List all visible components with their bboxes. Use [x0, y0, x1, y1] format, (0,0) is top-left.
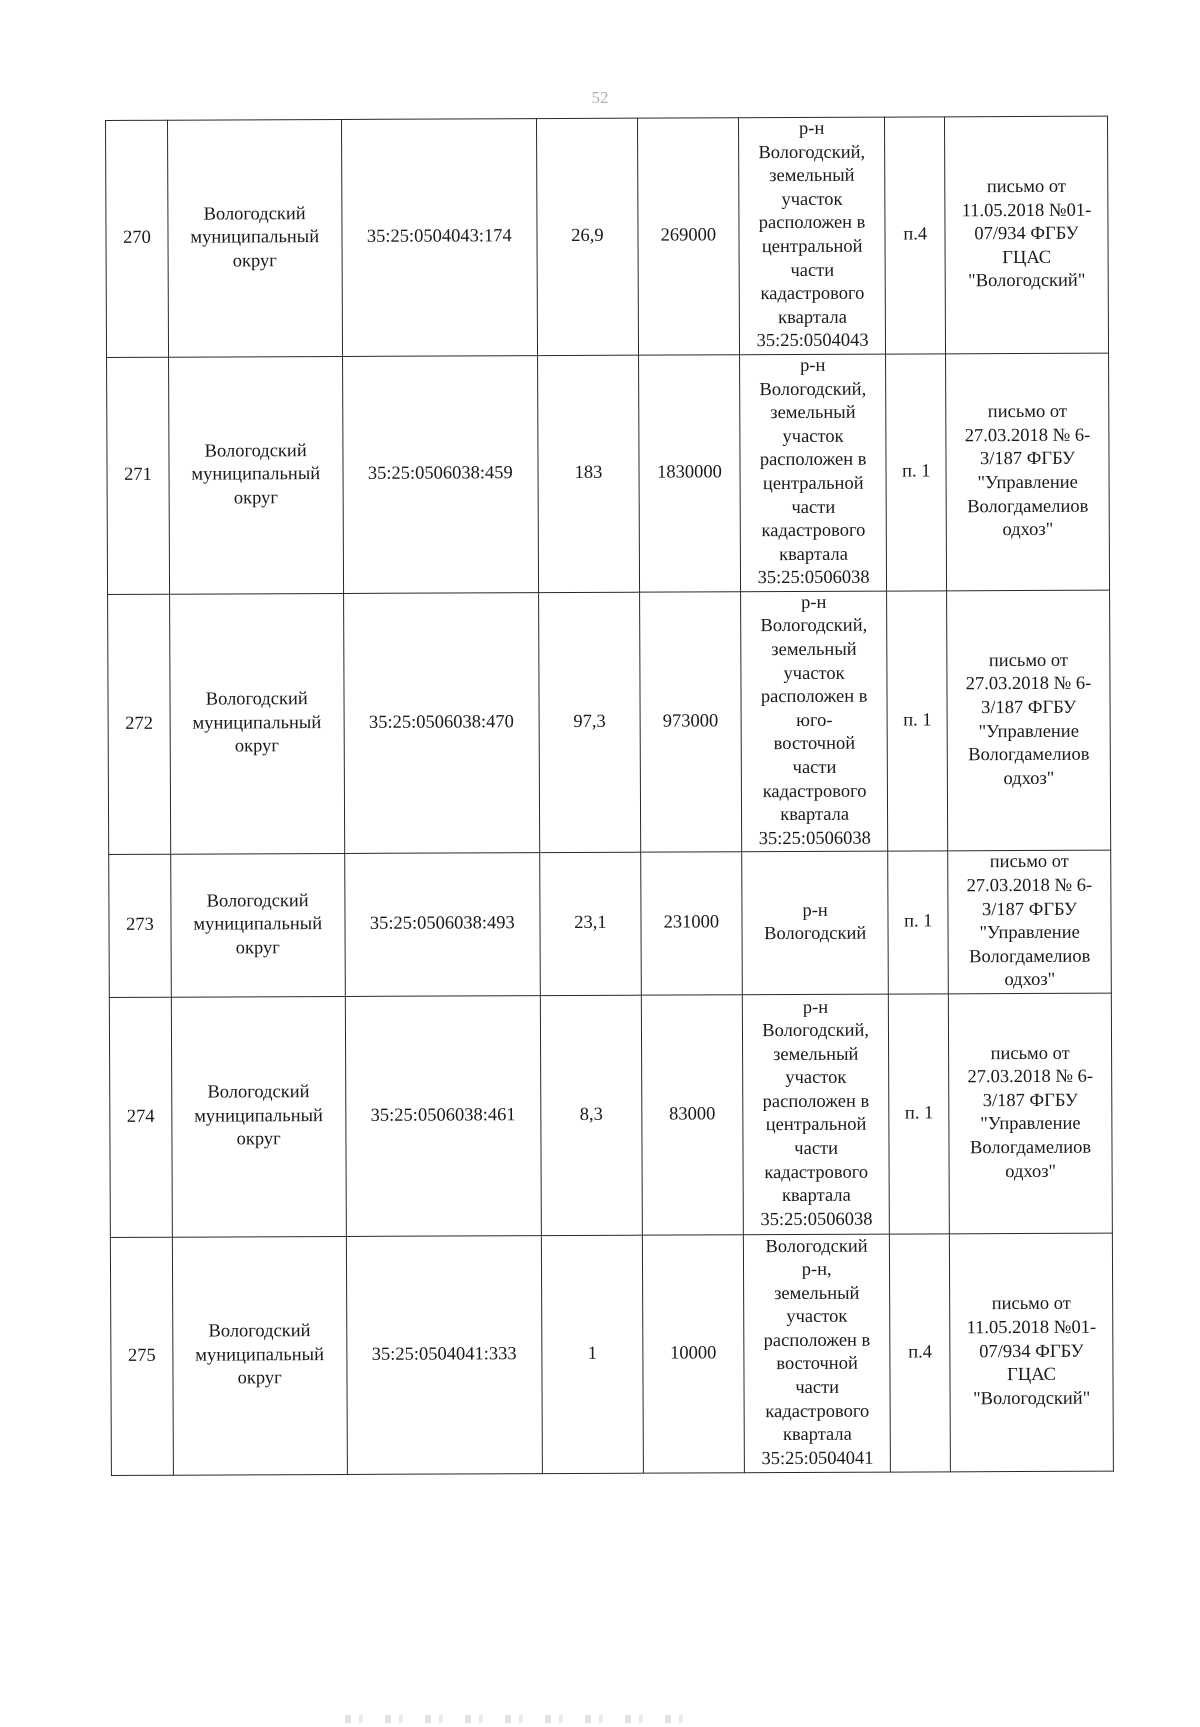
basis-cell: письмо от 11.05.2018 №01- 07/934 ФГБУ ГЦАС "Вологодский"	[949, 1233, 1113, 1472]
row-number: 274	[109, 997, 172, 1237]
table-row	[109, 993, 1112, 1237]
municipality-cell: Вологодский муниципальный округ	[172, 1236, 347, 1475]
cadastral-number-cell: 35:25:0506038:459	[342, 356, 538, 594]
area-cell: 23,1	[540, 853, 642, 996]
location-cell: р-н Вологодский, земельный участок расположен в юго- восточной части кадастрового квартала 35:25:0506038	[740, 591, 888, 852]
value-cell: 269000	[637, 118, 739, 355]
municipality-cell: Вологодский муниципальный округ	[168, 356, 343, 594]
row-number: 275	[110, 1237, 173, 1475]
area-cell: 97,3	[539, 592, 641, 853]
row-number: 273	[109, 855, 171, 998]
scan-artifact	[345, 1715, 685, 1723]
municipality-cell: Вологодский муниципальный округ	[169, 593, 344, 854]
municipality-cell: Вологодский муниципальный округ	[167, 119, 342, 357]
municipality-cell: Вологодский муниципальный округ	[171, 854, 345, 997]
basis-cell: письмо от 27.03.2018 № 6- 3/187 ФГБУ "Управление Вологдамелиов одхоз"	[947, 590, 1111, 851]
table-row	[108, 590, 1111, 855]
location-cell: р-н Вологодский, земельный участок расположен в центральной части кадастрового квартала 35:25:0506038	[742, 994, 890, 1235]
value-cell: 10000	[642, 1235, 744, 1473]
basis-cell: письмо от 11.05.2018 №01- 07/934 ФГБУ ГЦАС "Вологодский"	[945, 116, 1109, 354]
value-cell: 231000	[641, 852, 743, 995]
clause-cell: п. 1	[887, 591, 948, 852]
cadastral-number-cell: 35:25:0506038:461	[345, 996, 541, 1237]
table-row	[107, 353, 1110, 594]
area-cell: 183	[538, 355, 640, 592]
clause-cell: п. 1	[886, 354, 947, 591]
value-cell: 83000	[641, 995, 743, 1235]
clause-cell: п. 1	[888, 851, 948, 994]
value-cell: 1830000	[638, 355, 740, 592]
location-cell: р-н Вологодский, земельный участок расположен в центральной части кадастрового квартала 35:25:0504043	[738, 117, 886, 355]
page-number: 52	[591, 88, 609, 107]
row-number: 272	[108, 594, 171, 855]
location-cell: р-н Вологодский, земельный участок расположен в центральной части кадастрового квартала 35:25:0506038	[739, 354, 887, 592]
row-number: 270	[106, 120, 169, 357]
value-cell: 973000	[639, 592, 741, 853]
municipality-cell: Вологодский муниципальный округ	[171, 996, 346, 1237]
area-cell: 26,9	[536, 118, 638, 355]
basis-cell: письмо от 27.03.2018 № 6- 3/187 ФГБУ "Управление Вологдамелиов одхоз"	[948, 851, 1111, 994]
land-plots-table	[105, 116, 1114, 1476]
basis-cell: письмо от 27.03.2018 № 6- 3/187 ФГБУ "Управление Вологдамелиов одхоз"	[948, 993, 1112, 1234]
clause-cell: п.4	[885, 117, 946, 354]
location-cell: р-н Вологодский	[742, 851, 889, 994]
cadastral-number-cell: 35:25:0506038:470	[343, 592, 540, 853]
area-cell: 8,3	[540, 995, 642, 1235]
table-row	[109, 851, 1112, 998]
table-row	[110, 1233, 1113, 1475]
cadastral-number-cell: 35:25:0504043:174	[341, 119, 537, 357]
location-cell: Вологодский р-н, земельный участок расположен в восточной части кадастрового квартала 35:25:0504041	[743, 1234, 891, 1473]
clause-cell: п. 1	[889, 994, 950, 1234]
basis-cell: письмо от 27.03.2018 № 6- 3/187 ФГБУ "Управление Вологдамелиов одхоз"	[946, 353, 1110, 591]
area-cell: 1	[541, 1235, 643, 1473]
row-number: 271	[107, 357, 170, 594]
cadastral-number-cell: 35:25:0504041:333	[346, 1236, 542, 1475]
cadastral-number-cell: 35:25:0506038:493	[344, 853, 540, 996]
table-row	[106, 116, 1109, 357]
clause-cell: п.4	[890, 1234, 951, 1472]
